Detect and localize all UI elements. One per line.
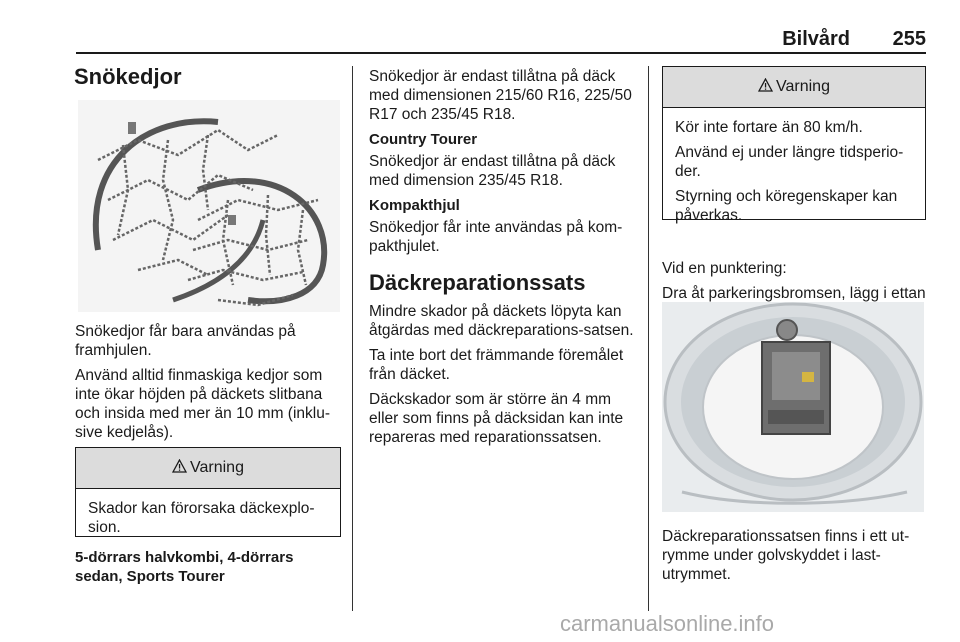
section-title-repair-kit: Däckreparationssats: [369, 270, 586, 295]
paragraph: Snökedjor får inte användas på kom-pakthjulet.: [369, 219, 623, 255]
right-caption-block: [662, 527, 928, 590]
paragraph: Snökedjor får bara användas på framhjulen.: [75, 323, 296, 359]
warning-line: Styrning och köregenskaper kan påverkas.: [675, 188, 898, 224]
watermark: carmanualsonline.info: [560, 611, 775, 636]
warning-line: Använd ej under längre tidsperio-der.: [675, 144, 904, 180]
paragraph: Däckskador som är större än 4 mm eller som finns på däcksidan kan inte repareras med reparationssatsen.: [369, 391, 624, 446]
header-rule: [76, 52, 926, 54]
column-divider-1: [352, 66, 353, 611]
paragraph: Snökedjor är endast tillåtna på däck med dimensionen 215/60 R16, 225/50 R17 och 235/45 R18.: [369, 68, 632, 123]
subheading-body-styles: 5-dörrars halvkombi, 4-dörrars sedan, Sports Tourer: [75, 549, 294, 585]
paragraph: Snökedjor är endast tillåtna på däck med dimension 235/45 R18.: [369, 153, 616, 189]
section-title-snow-chains: Snökedjor: [74, 64, 182, 89]
warning-body: [663, 108, 925, 237]
warning-header: [663, 67, 925, 108]
warning-title: Varning: [190, 459, 244, 476]
warning-header: [76, 448, 340, 489]
paragraph-text: Dra åt parkeringsbromsen, lägg i ettan: [662, 285, 926, 302]
repair-kit-drawing: [662, 302, 924, 512]
warning-triangle-icon: [172, 459, 187, 478]
warning-box-explosion: [75, 447, 341, 537]
figure-caption: Däckreparationssatsen finns i ett ut-rymme under golvskyddet i last-utrymmet.: [662, 528, 910, 583]
snow-chains-drawing: [78, 100, 340, 312]
page-number: 255: [892, 28, 926, 50]
paragraph: Mindre skador på däckets löpyta kan åtgärdas med däckreparations-satsen.: [369, 303, 634, 339]
paragraph: Ta inte bort det främmande föremålet från däcket.: [369, 347, 624, 383]
middle-text-block-bottom: [369, 302, 635, 453]
paragraph: Vid en punktering:: [662, 260, 787, 277]
warning-triangle-icon: [758, 78, 773, 97]
warning-body: [76, 489, 340, 549]
subheading-country-tourer: Country Tourer: [369, 131, 478, 148]
tyre-repair-kit-photo: [662, 302, 924, 512]
snow-chains-illustration: [78, 100, 340, 312]
paragraph: Använd alltid finmaskiga kedjor som inte ökar höjden på däckets slitbana och insida med mer än 10 mm (inklu-sive kedjelås).: [75, 367, 330, 441]
warning-box-driving: [662, 66, 926, 224]
subheading-kompakthjul: Kompakthjul: [369, 197, 460, 214]
left-subheading-block: [75, 548, 345, 589]
warning-text: Skador kan förorsaka däckexplo-sion.: [88, 500, 315, 536]
column-divider-2: [648, 66, 649, 611]
left-text-block: [75, 322, 345, 448]
middle-text-block-top: [369, 67, 635, 262]
warning-title: Varning: [776, 78, 830, 95]
header-title: Bilvård: [782, 28, 850, 50]
warning-line: Kör inte fortare än 80 km/h.: [675, 119, 863, 136]
